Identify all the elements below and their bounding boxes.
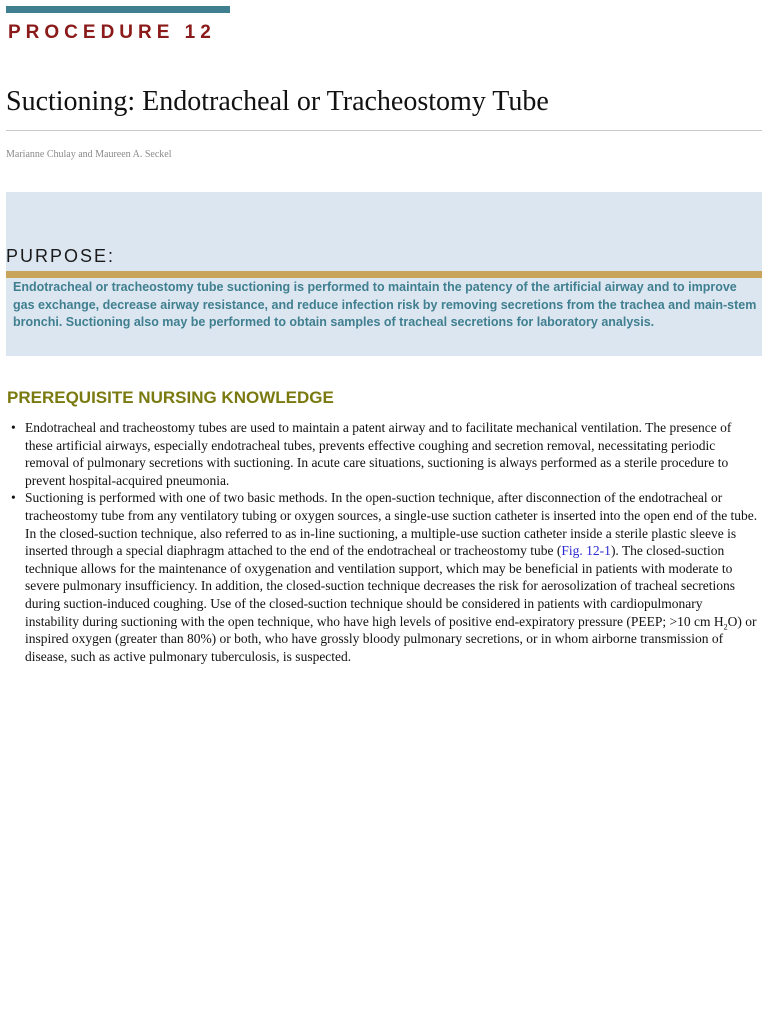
title-divider <box>6 130 762 131</box>
page-title: Suctioning: Endotracheal or Tracheostomy Tube <box>6 86 549 117</box>
list-item-text-part: ). The closed-suction technique allows for the maintenance of oxygenation and ventilation support, which may be beneficial in patients with moderate to severe pulmonary insufficiency. In addition, the closed-suction technique decreases the risk for aerosolization of tracheal secretions during suction-induced coughing. Use of the closed-suction technique should be considered in patients with cardiopulmonary instability during suctioning with the open technique, who have high levels of positive end-expiratory pressure (PEEP; >10 cm H <box>25 543 735 629</box>
prerequisite-heading: PREREQUISITE NURSING KNOWLEDGE <box>7 388 334 407</box>
list-item <box>10 489 758 665</box>
figure-link[interactable]: Fig. 12-1 <box>561 543 611 559</box>
bullet-icon: • <box>11 420 16 435</box>
bullet-icon: • <box>11 490 16 506</box>
subscript-text: 2 <box>723 622 728 632</box>
purpose-divider <box>6 271 762 278</box>
header-accent-bar <box>6 6 230 13</box>
authors-line: Marianne Chulay and Maureen A. Seckel <box>6 149 172 160</box>
procedure-label: PROCEDURE 12 <box>8 22 216 43</box>
list-item-text-part: O) or inspired oxygen (greater than 80%) or both, who have grossly bloody pulmonary secretions, or in whom airborne transmission of disease, such as active pulmonary tuberculosis, is suspected. <box>25 613 757 664</box>
list-item-text: Endotracheal and tracheostomy tubes are used to maintain a patent airway and to facilitate mechanical ventilation. The presence of these artificial airways, especially endotracheal tubes, prevents effective coughing and secretion removal, necessitating periodic removal of pulmonary secretions with suctioning. In acute care situations, suctioning is always performed as a sterile procedure to prevent hospital-acquired pneumonia. <box>25 420 732 488</box>
purpose-heading: PURPOSE: <box>6 246 116 266</box>
list-item <box>10 419 758 489</box>
purpose-text: Endotracheal or tracheostomy tube suctioning is performed to maintain the patency of the artificial airway and to improve gas exchange, decrease airway resistance, and reduce infection risk by removing secretions from the trachea and main-stem bronchi. Suctioning also may be performed to obtain samples of tracheal secretions for laboratory analysis. <box>13 280 757 329</box>
prerequisite-list <box>10 419 758 665</box>
list-item-text-part: Suctioning is performed with one of two basic methods. In the open-suction technique, after disconnection of the endotracheal or tracheostomy tube from any ventilatory tubing or oxygen sources, a single-use suction catheter is inserted into the open end of the tube. In the closed-suction technique, also referred to as in-line suctioning, a multiple-use suction catheter inside a sterile plastic sleeve is inserted through a special diaphragm attached to the end of the endotracheal or tracheostomy tube ( <box>25 490 758 559</box>
